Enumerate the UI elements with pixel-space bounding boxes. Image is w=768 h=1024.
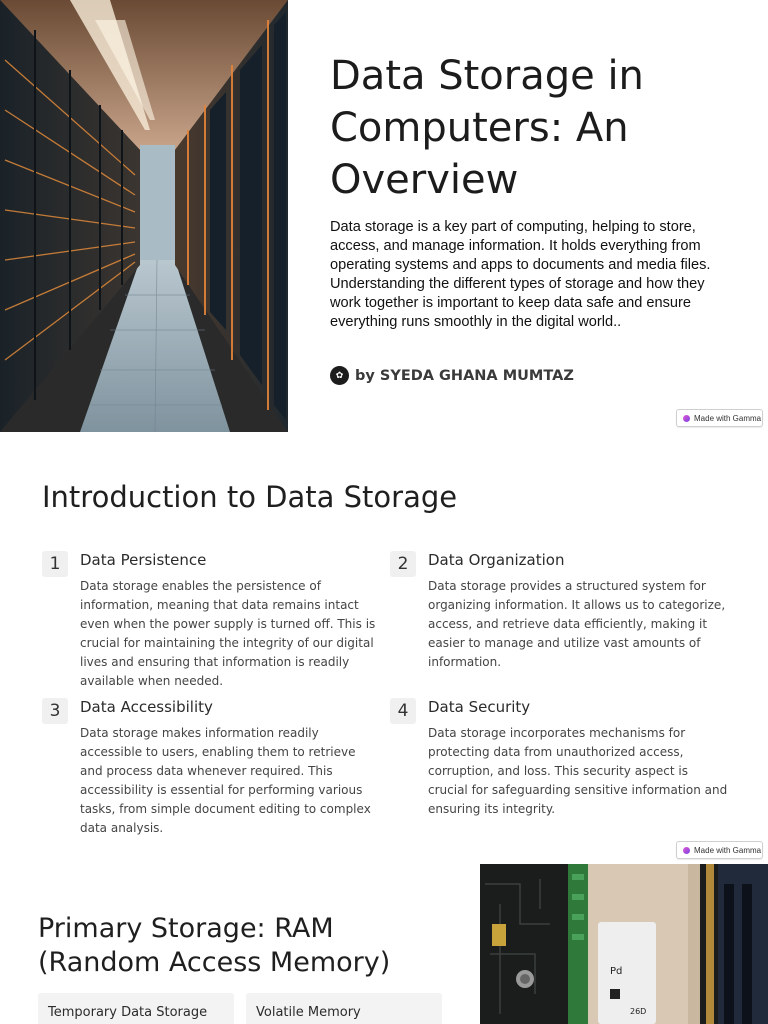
gamma-logo-icon: [683, 847, 690, 854]
item-heading: Data Persistence: [80, 551, 207, 569]
author-name: by SYEDA GHANA MUMTAZ: [355, 367, 574, 384]
intro-description: Data storage is a key part of computing, helping to store, access, and manage information. It holds everything from operating systems and apps to documents and media files. Understanding the different types of storage and how they work together is important to keep data safe and ensure everything runs smoothly in the digital world..: [330, 219, 711, 330]
item-heading: Data Organization: [428, 551, 565, 569]
made-with-gamma-badge[interactable]: [676, 409, 763, 427]
section-title: Primary Storage: RAM (Random Access Memory): [38, 913, 391, 978]
intro-slide: [0, 432, 768, 864]
page-title: Data Storage in Computers: An Overview: [330, 53, 644, 203]
svg-text:Pd: Pd: [610, 966, 623, 977]
server-room-image: [0, 0, 288, 432]
made-with-gamma-badge[interactable]: [676, 841, 763, 859]
item-number: 4: [390, 698, 416, 724]
item-body: Data storage incorporates mechanisms for protecting data from unauthorized access, corruption, and loss. This security aspect is crucial for safeguarding sensitive information and ensuring its integrity.: [428, 726, 728, 816]
item-number: 3: [42, 698, 68, 724]
feature-card: Temporary Data Storage: [38, 993, 234, 1024]
badge-label: Made with Gamma: [694, 413, 762, 423]
badge-label: Made with Gamma: [694, 845, 762, 855]
title-slide: [0, 0, 768, 432]
feature-card: Volatile Memory: [246, 993, 442, 1024]
ram-slide: [0, 864, 768, 1024]
ram-module-image: [480, 864, 768, 1024]
item-body: Data storage provides a structured system for organizing information. It allows us to categorize, access, and retrieve data efficiently, making it easier to manage and utilize vast amounts of information.: [428, 579, 726, 669]
author-line: [330, 366, 574, 385]
item-body: Data storage enables the persistence of information, meaning that data remains intact even when the power supply is turned off. This is crucial for maintaining the integrity of our digital lives and ensuring that information is readily available when needed.: [80, 579, 376, 688]
gamma-logo-icon: [683, 415, 690, 422]
item-heading: Data Accessibility: [80, 698, 213, 716]
item-number: 2: [390, 551, 416, 577]
author-avatar: ✿: [330, 366, 349, 385]
item-heading: Data Security: [428, 698, 531, 716]
section-title: Introduction to Data Storage: [42, 480, 458, 514]
item-number: 1: [42, 551, 68, 577]
item-body: Data storage makes information readily accessible to users, enabling them to retrieve and process data whenever required. This accessibility is essential for performing various tasks, from simple document editing to complex data analysis.: [80, 726, 371, 835]
svg-text:26D: 26D: [630, 1007, 647, 1016]
